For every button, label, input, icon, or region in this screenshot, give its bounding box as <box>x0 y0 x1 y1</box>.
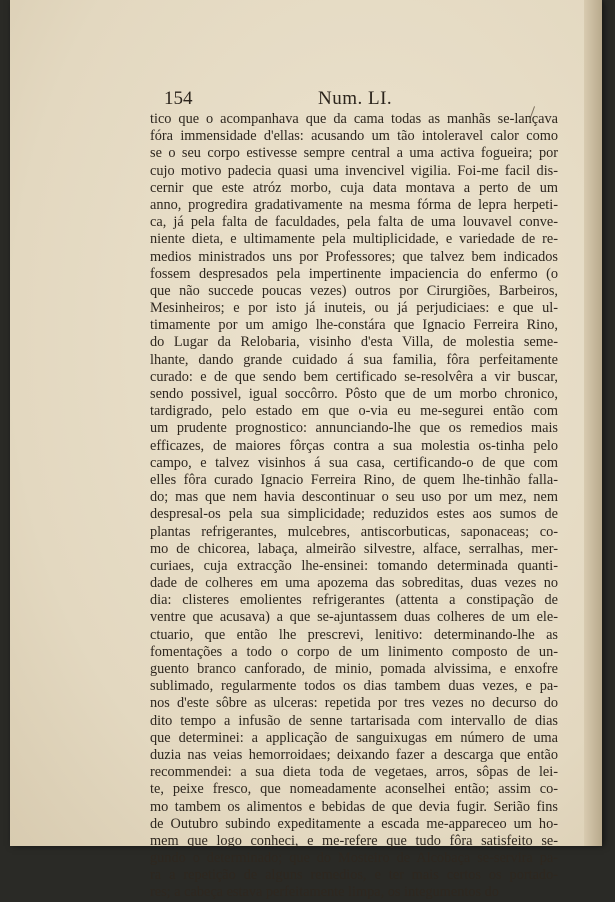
text-line: plantas refrigerantes, mulcebres, antiscorbuticas, saponaceas; co- <box>150 523 558 540</box>
text-line: fomentações a todo o corpo de um linimento composto de un- <box>150 643 558 660</box>
text-line: recommendei: a sua dieta toda de vegetaes, arros, sôpas de lei- <box>150 764 558 781</box>
page-number: 154 <box>164 88 193 109</box>
text-line: cernir que este atróz morbo, cuja data montava a perto de um <box>150 179 558 196</box>
text-line: dade de colheres em uma apozema das sobreditas, duas vezes no <box>150 575 558 592</box>
running-title: Num. LI. <box>318 88 393 109</box>
text-line: nos d'este sôbre as ulceras: repetida por tres vezes no decurso do <box>150 695 558 712</box>
text-line: que não succede poucas vezes) outros por Cirurgiões, Barbeiros, <box>150 282 558 299</box>
text-line: campo, e talvez visinhos á sua casa, certificando-o de que com <box>150 454 558 471</box>
text-line: do Lugar da Relobaria, visinho d'esta Villa, de molestia seme- <box>150 334 558 351</box>
page-spine-shadow <box>584 0 602 846</box>
text-line: ra a repetição de alguns remedios, e ter mais certos os portado- <box>150 867 558 884</box>
text-line: res; a cabeça estava perfeitamente limpa, os integumentos do <box>150 884 499 901</box>
text-line: fossem despresados pela impertinente impaciencia do enfermo (o <box>150 265 558 282</box>
text-line: dito tempo a infusão de senne tartarisada com intervallo de dias <box>150 712 558 729</box>
text-line: ctuario, que então lhe prescrevi, lenitivo: determinando-lhe as <box>150 626 558 643</box>
text-line: te, peixe fresco, que nomeadamente aconselhei então; assim co- <box>150 781 558 798</box>
page-header <box>164 86 550 112</box>
text-line: lhante, dando grande cuidado á sua familia, fôra perfeitamente <box>150 351 558 368</box>
text-line: cujo motivo padecia quasi uma invencivel vigilia. Foi-me facil dis- <box>150 162 558 179</box>
text-line: curiaes, cuja extracção lhe-ensinei: tomando determinada quanti- <box>150 557 558 574</box>
text-line: Mesinheiros; e por isto já inuteis, ou já perjudiciaes: e que ul- <box>150 300 558 317</box>
text-line: de Outubro subindo expeditamente a escada me-appareceo um ho- <box>150 815 558 832</box>
text-line: sublimado, regularmente todos os dias tambem duas vezes, e pa- <box>150 678 558 695</box>
text-line: ventre que acusava) a que se-ajuntassem duas colheres de um ele- <box>150 609 558 626</box>
text-line: timamente por um amigo lhe-constára que Ignacio Ferreira Rino, <box>150 317 558 334</box>
text-line: elles fôra curado Ignacio Ferreira Rino, de quem lhe-tinhão falla- <box>150 471 558 488</box>
text-line: mem que logo conheci, e me-refere que tudo fôra satisfeito se- <box>150 832 558 849</box>
text-line: tardigrado, pelo estado em que o-via eu me-segurei então com <box>150 403 558 420</box>
text-line: niente dieta, e ultimamente pela multiplicidade, e variedade de re- <box>150 231 558 248</box>
text-line: medios ministrados uns por Professores; que talvez bem indicados <box>150 248 558 265</box>
text-line: um prudente prognostico: annunciando-lhe que os remedios mais <box>150 420 558 437</box>
text-line: ca, já pela falta de faculdades, pela falta de uma louvavel conve- <box>150 214 558 231</box>
text-line: despresal-os pela sua simplicidade; reduzidos estes aos sumos de <box>150 506 558 523</box>
text-line: se o seu corpo estivesse sempre central a uma activa fogueira; por <box>150 145 558 162</box>
text-line: guento branco canforado, de minio, pomada alvissima, e enxofre <box>150 661 558 677</box>
text-line: dia: clisteres emolientes refrigerantes (attenta a constipação de <box>150 592 558 609</box>
text-line: efficazes, de maiores fôrças contra a sua molestia os-tinha pelo <box>150 437 558 454</box>
text-line: mo tambem os alimentos e bebidas de que devia fugir. Serião fins <box>150 798 558 815</box>
book-page <box>10 0 602 901</box>
text-line: mo de chicorea, labaça, almeirão silvestre, alface, serralhas, mer- <box>150 540 558 557</box>
text-line: tico que o acompanhava que da cama todas as manhãs se-lançava <box>150 111 558 127</box>
text-line: gundo o determinado; que do Mosteiro de Alcobaça se-servira pa- <box>150 850 558 867</box>
text-line: sendo possivel, igual soccôrro. Pôsto que de um morbo chronico, <box>150 386 558 402</box>
text-line: que determinei: a applicação de sanguixugas em número de uma <box>150 729 558 746</box>
text-line: curado: e de que sendo bem certificado se-resolvêra a vir buscar, <box>150 368 558 385</box>
text-line: duzia nas veias hemorroidaes; deixando fazer a descarga que então <box>150 746 558 763</box>
text-line: do; mas que nem havia descontinuar o seu uso por um mez, nem <box>150 489 558 506</box>
text-line: anno, progredira gradativamente na mesma fórma de lepra herpeti- <box>150 196 558 213</box>
text-line: fóra immensidade d'ellas: acusando um tão intoleravel calor como <box>150 128 558 145</box>
body-text <box>150 111 558 902</box>
